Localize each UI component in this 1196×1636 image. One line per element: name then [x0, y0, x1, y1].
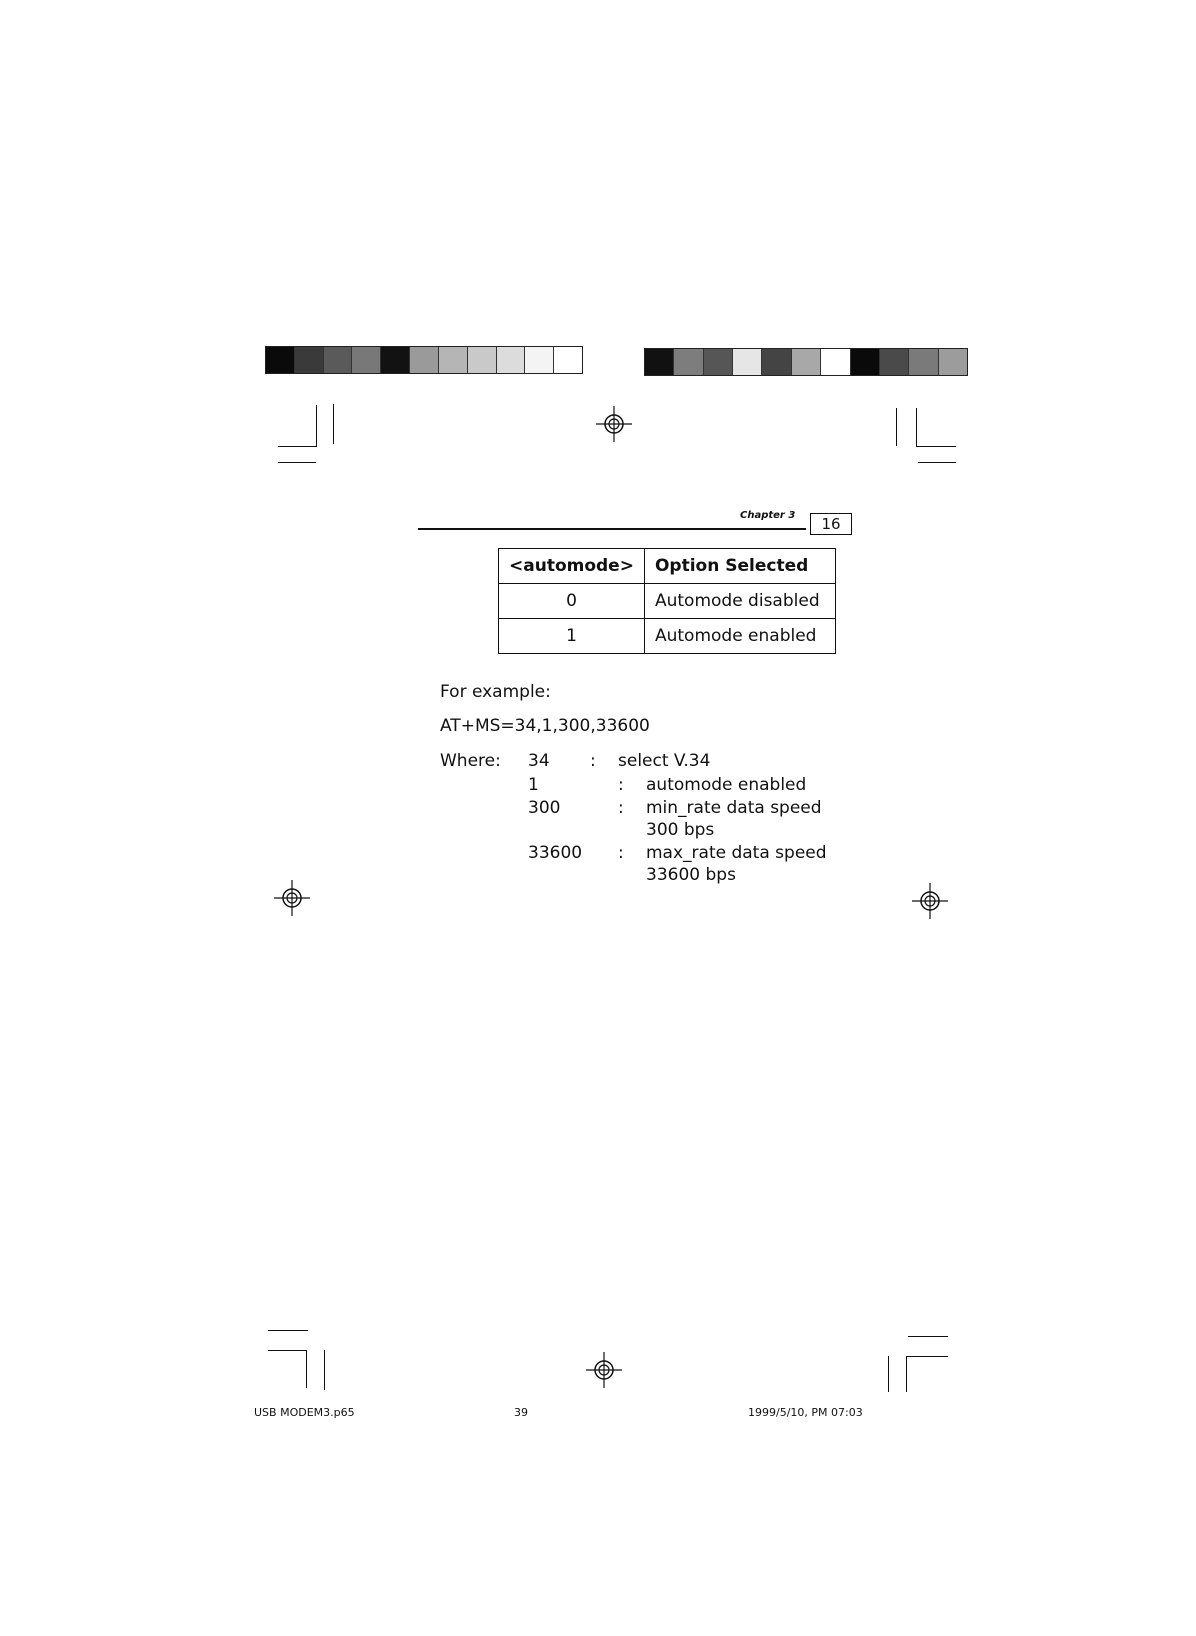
table-cell: 0 — [499, 584, 645, 619]
table-row — [499, 584, 836, 619]
crop-mark — [278, 446, 316, 447]
crop-mark — [306, 1350, 307, 1388]
header-rule — [418, 528, 806, 530]
registration-mark-icon — [274, 880, 310, 916]
crop-mark — [333, 404, 334, 444]
crop-mark — [918, 462, 956, 463]
table-header-cell: <automode> — [499, 549, 645, 584]
table-header-row — [499, 549, 836, 584]
crop-mark — [324, 1350, 325, 1390]
registration-mark-icon — [596, 406, 632, 442]
color-bar-right — [644, 348, 968, 376]
crop-mark — [268, 1330, 308, 1331]
crop-mark — [906, 1356, 948, 1357]
page-number-box — [810, 513, 852, 535]
param-value: 34 — [528, 751, 550, 771]
param-description: automode enabled — [646, 775, 807, 795]
param-separator: : — [618, 775, 624, 795]
chapter-label: Chapter 3 — [740, 510, 796, 521]
crop-mark — [268, 1350, 306, 1351]
crop-mark — [316, 405, 317, 447]
footer-page: 39 — [514, 1406, 528, 1419]
crop-mark — [896, 408, 897, 446]
color-bar-left — [265, 346, 583, 374]
table-row — [499, 619, 836, 654]
crop-mark — [908, 1336, 948, 1337]
param-description: max_rate data speed — [646, 843, 827, 863]
footer-timestamp: 1999/5/10, PM 07:03 — [748, 1406, 863, 1419]
param-value: 1 — [528, 775, 539, 795]
param-separator: : — [618, 798, 624, 818]
param-description-detail: 300 bps — [646, 820, 715, 840]
param-separator: : — [618, 843, 624, 863]
param-value: 300 — [528, 798, 561, 818]
registration-mark-icon — [586, 1352, 622, 1388]
crop-mark — [916, 408, 917, 446]
param-description: select V.34 — [618, 751, 711, 771]
page-number: 16 — [821, 515, 841, 533]
table-cell: Automode disabled — [644, 584, 835, 619]
crop-mark — [278, 462, 316, 463]
table-cell: Automode enabled — [644, 619, 835, 654]
param-separator: : — [590, 751, 596, 771]
example-intro: For example: — [440, 682, 551, 702]
table-header-cell: Option Selected — [644, 549, 835, 584]
footer-file: USB MODEM3.p65 — [254, 1406, 355, 1419]
crop-mark — [888, 1356, 889, 1392]
automode-table — [498, 548, 836, 654]
registration-mark-icon — [912, 883, 948, 919]
where-label: Where: — [440, 751, 501, 771]
table-cell: 1 — [499, 619, 645, 654]
crop-mark — [916, 446, 956, 447]
param-value: 33600 — [528, 843, 583, 863]
param-description: min_rate data speed — [646, 798, 822, 818]
example-command: AT+MS=34,1,300,33600 — [440, 716, 650, 736]
param-description-detail: 33600 bps — [646, 865, 736, 885]
crop-mark — [906, 1356, 907, 1392]
